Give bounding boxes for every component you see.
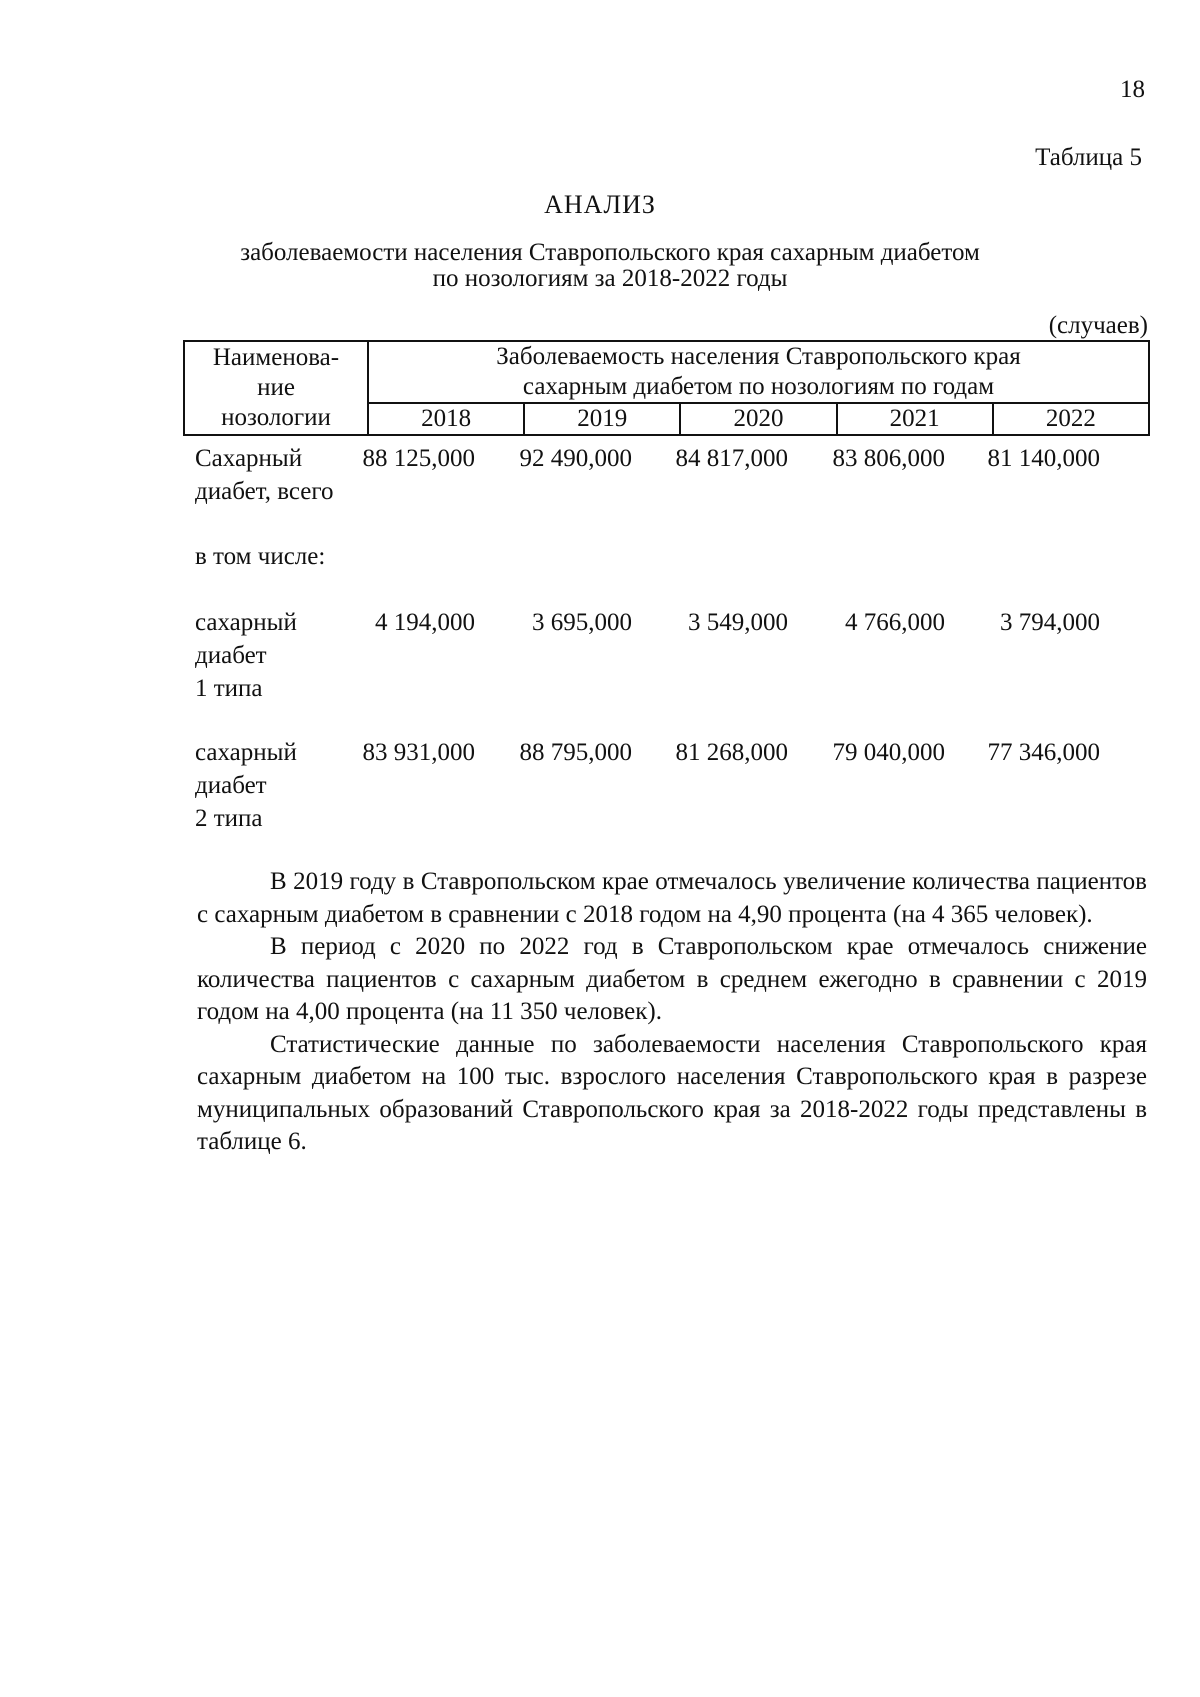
document-title: АНАЛИЗ <box>544 190 656 219</box>
cell-value: 3 695,000 <box>532 609 632 636</box>
row-label-line: сахарный <box>195 609 297 636</box>
paragraph: Статистические данные по заболеваемости населения Ставропольского края сахарным диабетом на 100 тыс. взрослого населения Ставропольского края в разрезе муниципальных образований Ставропольского края за 2018-2022 годы представлены в таблице 6. <box>197 1030 1147 1155</box>
nosology-name-header <box>184 341 368 435</box>
paragraph: В 2019 году в Ставропольском крае отмечалось увеличение количества пациентов с сахарным диабетом в сравнении с 2018 годом на 4,90 процента (на 4 365 человек). <box>197 868 1147 928</box>
page-number: 18 <box>1120 76 1145 103</box>
table-header <box>183 340 1150 436</box>
cell-value: 92 490,000 <box>519 445 632 472</box>
cell-value: 77 346,000 <box>987 739 1100 766</box>
cell-value: 79 040,000 <box>832 739 945 766</box>
year-header: 2022 <box>993 403 1149 435</box>
units-label: (случаев) <box>1048 312 1148 339</box>
row-label-line: сахарный <box>195 739 297 766</box>
row-label-line: 1 типа <box>195 675 263 702</box>
name-header-line-3: нозологии <box>221 404 331 431</box>
body-text <box>197 866 1147 1159</box>
cell-value: 81 268,000 <box>675 739 788 766</box>
name-header-line-1: Наименова- <box>212 344 340 371</box>
cell-value: 81 140,000 <box>987 445 1100 472</box>
row-label-line: диабет <box>195 642 267 669</box>
cell-value: 83 806,000 <box>832 445 945 472</box>
cell-value: 88 125,000 <box>362 445 475 472</box>
row-label-line: Сахарный <box>195 445 303 472</box>
group-header-line-2: сахарным диабетом по нозологиям по годам <box>522 373 995 400</box>
subtitle-line-2: по нозологиям за 2018-2022 годы <box>432 265 788 292</box>
name-header-line-2: ние <box>257 374 295 401</box>
document-subtitle <box>180 240 1040 292</box>
year-header: 2020 <box>680 403 836 435</box>
incidence-group-header <box>368 341 1149 403</box>
row-label <box>195 540 370 573</box>
year-header: 2019 <box>524 403 680 435</box>
year-header: 2018 <box>368 403 524 435</box>
cell-value: 88 795,000 <box>519 739 632 766</box>
cell-value: 3 794,000 <box>1000 609 1100 636</box>
table-number: Таблица 5 <box>1035 144 1142 171</box>
row-label-line: диабет, всего <box>195 478 334 505</box>
row-label-line: диабет <box>195 772 267 799</box>
group-header-line-1: Заболеваемость населения Ставропольского края <box>496 343 1021 370</box>
cell-value: 4 766,000 <box>845 609 945 636</box>
cell-value: 84 817,000 <box>675 445 788 472</box>
subtitle-line-1: заболеваемости населения Ставропольского края сахарным диабетом <box>240 239 980 266</box>
cell-value: 83 931,000 <box>362 739 475 766</box>
cell-value: 3 549,000 <box>688 609 788 636</box>
row-label-line: 2 типа <box>195 805 263 832</box>
year-header: 2021 <box>837 403 993 435</box>
cell-value: 4 194,000 <box>375 609 475 636</box>
paragraph: В период с 2020 по 2022 год в Ставропольском крае отмечалось снижение количества пациентов с сахарным диабетом в среднем ежегодно в сравнении с 2019 годом на 4,00 процента (на 11 350 человек). <box>197 933 1147 1025</box>
row-label-line: в том числе: <box>195 543 326 570</box>
